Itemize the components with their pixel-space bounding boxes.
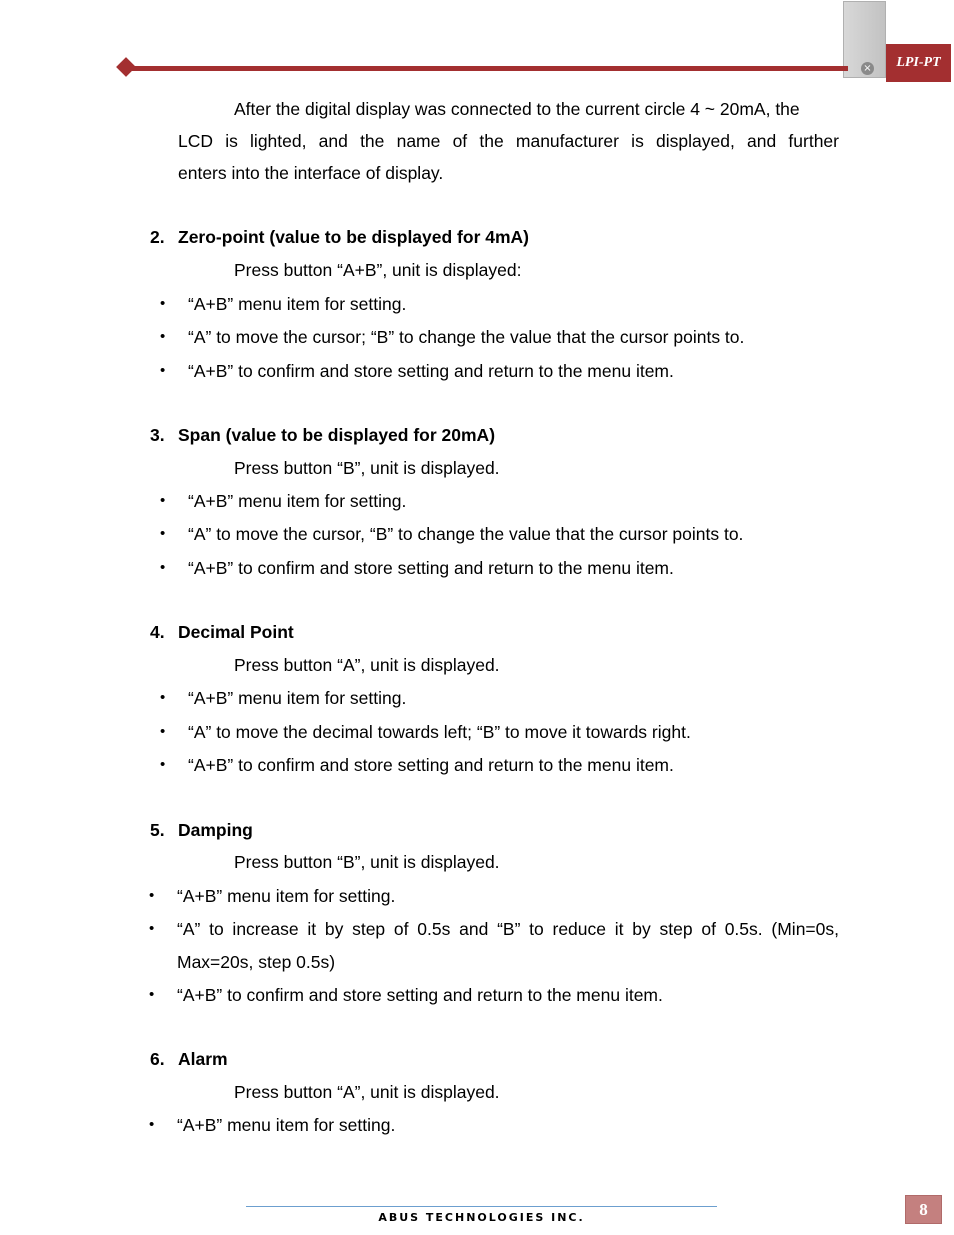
list-item: “A+B” to confirm and store setting and return to the menu item. [188,558,674,578]
bullet-icon: • [160,756,166,773]
section-heading: 6. Alarm [150,1049,228,1069]
section-heading: 5. Damping [150,820,253,840]
list-item: “A+B” to confirm and store setting and return to the menu item. [188,361,674,381]
section-lead: Press button “A”, unit is displayed. [234,1082,500,1102]
intro-line-3: enters into the interface of display. [178,163,444,183]
bullet-icon: • [149,920,155,937]
section-lead: Press button “B”, unit is displayed. [234,852,500,872]
bullet-icon: • [160,492,166,509]
bullet-icon: • [160,689,166,706]
list-item: “A+B” menu item for setting. [188,688,407,708]
section-heading: 2. Zero-point (value to be displayed for 4mA) [150,227,530,247]
header-doc-tag: LPI-PT [886,44,951,82]
list-item: “A+B” menu item for setting. [188,491,407,511]
list-item: “A” to move the decimal towards left; “B” to move it towards right. [188,722,691,742]
bullet-icon: • [149,887,155,904]
intro-line-1: After the digital display was connected to the current circle 4 ~ 20mA, the [234,99,800,119]
list-item: “A+B” to confirm and store setting and return to the menu item. [177,985,663,1005]
footer-rule [246,1206,717,1207]
header-rule [128,66,848,71]
close-icon: × [861,62,874,75]
bullet-icon: • [149,986,155,1003]
section-lead: Press button “B”, unit is displayed. [234,458,500,478]
list-item: “A+B” to confirm and store setting and return to the menu item. [188,755,674,775]
bullet-icon: • [160,525,166,542]
list-item: “A” to move the cursor; “B” to change the value that the cursor points to. [188,327,745,347]
section-lead: Press button “A”, unit is displayed. [234,655,500,675]
intro-line-2: LCD is lighted, and the name of the manufacturer is displayed, and further [178,131,839,151]
footer-company: ABUS TECHNOLOGIES INC. [378,1211,585,1224]
bullet-icon: • [160,723,166,740]
section-heading: 4. Decimal Point [150,622,294,642]
list-item: “A+B” menu item for setting. [177,1115,396,1135]
bullet-icon: • [160,559,166,576]
list-item: “A” to move the cursor, “B” to change the value that the cursor points to. [188,524,744,544]
page-number: 8 [905,1195,942,1224]
list-item: “A+B” menu item for setting. [188,294,407,314]
section-heading: 3. Span (value to be displayed for 20mA) [150,425,496,445]
section-lead: Press button “A+B”, unit is displayed: [234,260,522,280]
list-item-continuation: Max=20s, step 0.5s) [177,952,336,972]
list-item: “A” to increase it by step of 0.5s and “B” to reduce it by step of 0.5s. (Min=0s, [177,919,839,939]
bullet-icon: • [149,1116,155,1133]
bullet-icon: • [160,362,166,379]
header-diamond-icon [116,57,136,77]
bullet-icon: • [160,328,166,345]
list-item: “A+B” menu item for setting. [177,886,396,906]
bullet-icon: • [160,295,166,312]
